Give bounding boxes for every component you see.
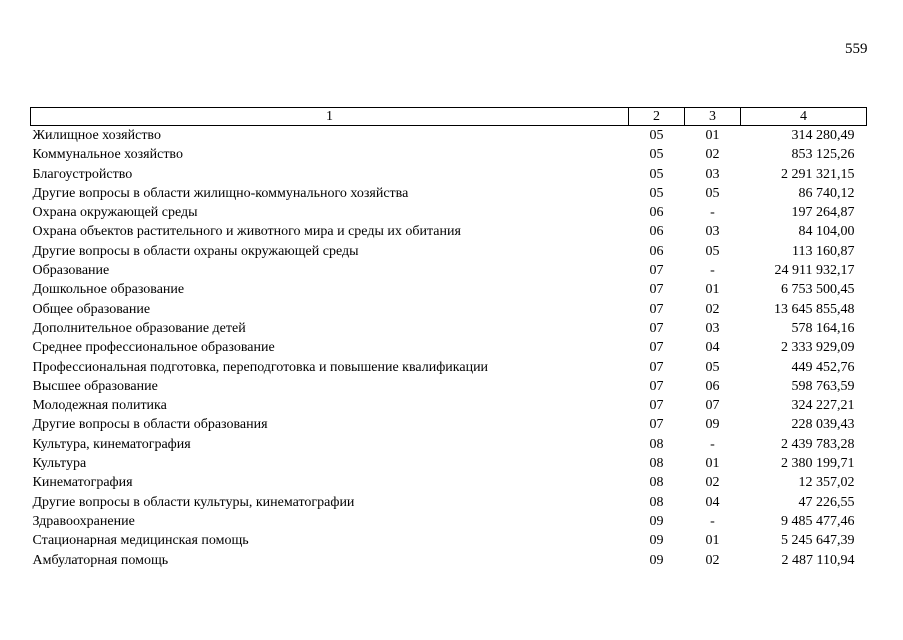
row-subsection: 01 — [705, 456, 720, 472]
row-amount: 24 911 932,17 — [774, 263, 855, 279]
table-row — [31, 377, 867, 396]
row-subsection: 05 — [705, 243, 720, 259]
row-section: 07 — [649, 398, 664, 414]
row-subsection: 03 — [705, 224, 720, 240]
row-subsection: 03 — [705, 320, 720, 336]
row-name: Коммунальное хозяйство — [32, 147, 183, 163]
row-amount: 598 763,59 — [791, 378, 855, 394]
header-col-3: 3 — [685, 108, 741, 126]
row-name: Высшее образование — [32, 378, 158, 394]
row-subsection: 09 — [705, 417, 720, 433]
row-subsection: 02 — [705, 552, 720, 568]
row-section: 09 — [649, 513, 664, 529]
row-subsection: - — [710, 513, 715, 529]
table-row — [31, 126, 867, 146]
table-row — [31, 396, 867, 415]
row-amount: 13 645 855,48 — [774, 301, 855, 317]
table-row — [31, 551, 867, 570]
row-amount: 2 380 199,71 — [781, 456, 855, 472]
row-name: Общее образование — [32, 301, 151, 317]
row-name: Охрана окружающей среды — [32, 205, 198, 221]
page-number: 559 — [845, 41, 868, 57]
row-name: Культура, кинематография — [32, 436, 191, 452]
row-section: 09 — [649, 552, 664, 568]
row-section: 07 — [649, 340, 664, 356]
row-subsection: 01 — [705, 282, 720, 298]
table-row — [31, 203, 867, 222]
row-amount: 86 740,12 — [798, 185, 855, 201]
row-name: Дополнительное образование детей — [32, 320, 246, 336]
row-name: Другие вопросы в области жилищно-коммунального хозяйства — [32, 185, 409, 201]
row-section: 07 — [649, 417, 664, 433]
row-amount: 228 039,43 — [791, 417, 855, 433]
row-subsection: 06 — [705, 378, 720, 394]
row-amount: 47 226,55 — [798, 494, 855, 510]
row-amount: 2 291 321,15 — [781, 166, 855, 182]
row-name: Молодежная политика — [32, 398, 167, 414]
row-name: Здравоохранение — [32, 513, 135, 529]
table-row — [31, 242, 867, 261]
row-section: 05 — [649, 147, 664, 163]
row-section: 07 — [649, 282, 664, 298]
row-subsection: 04 — [705, 494, 720, 510]
row-amount: 197 264,87 — [791, 205, 855, 221]
row-name: Амбулаторная помощь — [32, 552, 169, 568]
row-name: Стационарная медицинская помощь — [32, 533, 249, 549]
table-row — [31, 165, 867, 184]
table-row — [31, 319, 867, 338]
row-name: Кинематография — [32, 475, 133, 491]
header-col-2: 2 — [629, 108, 685, 126]
row-subsection: 05 — [705, 359, 720, 375]
row-amount: 5 245 647,39 — [781, 533, 855, 549]
table-row — [31, 493, 867, 512]
table-row — [31, 184, 867, 203]
row-amount: 324 227,21 — [791, 398, 855, 414]
row-amount: 2 439 783,28 — [781, 436, 855, 452]
row-section: 07 — [649, 378, 664, 394]
row-name: Другие вопросы в области культуры, кинематографии — [32, 494, 355, 510]
row-subsection: - — [710, 436, 715, 452]
row-section: 08 — [649, 456, 664, 472]
row-section: 06 — [649, 224, 664, 240]
row-name: Охрана объектов растительного и животного мира и среды их обитания — [32, 224, 461, 240]
table-row — [31, 300, 867, 319]
row-section: 07 — [649, 301, 664, 317]
table-header — [31, 108, 867, 126]
row-amount: 9 485 477,46 — [781, 513, 855, 529]
row-amount: 12 357,02 — [798, 475, 855, 491]
row-name: Другие вопросы в области образования — [32, 417, 268, 433]
row-section: 06 — [649, 243, 664, 259]
row-amount: 6 753 500,45 — [781, 282, 855, 298]
row-amount: 578 164,16 — [791, 320, 855, 336]
row-amount: 84 104,00 — [798, 224, 855, 240]
row-name: Дошкольное образование — [32, 282, 185, 298]
table-row — [31, 415, 867, 434]
row-subsection: 02 — [705, 475, 720, 491]
row-subsection: 01 — [705, 533, 720, 549]
row-section: 07 — [649, 320, 664, 336]
row-amount: 314 280,49 — [791, 128, 855, 143]
row-section: 05 — [649, 166, 664, 182]
row-name: Среднее профессиональное образование — [32, 340, 275, 356]
row-section: 08 — [649, 494, 664, 510]
table-body — [31, 126, 867, 570]
row-subsection: - — [710, 263, 715, 279]
table-row — [31, 261, 867, 280]
table-row — [31, 512, 867, 531]
row-subsection: - — [710, 205, 715, 221]
row-section: 08 — [649, 475, 664, 491]
budget-table-container — [30, 107, 866, 570]
header-col-1: 1 — [31, 108, 629, 126]
row-name: Профессиональная подготовка, переподготовка и повышение квалификации — [32, 359, 489, 375]
row-section: 07 — [649, 263, 664, 279]
row-amount: 853 125,26 — [791, 147, 855, 163]
table-row — [31, 338, 867, 357]
row-subsection: 03 — [705, 166, 720, 182]
row-name: Образование — [32, 263, 110, 279]
row-name: Благоустройство — [32, 166, 133, 182]
row-amount: 113 160,87 — [792, 243, 855, 259]
row-subsection: 02 — [705, 147, 720, 163]
row-name: Культура — [32, 456, 87, 472]
table-row — [31, 435, 867, 454]
header-col-4: 4 — [741, 108, 867, 126]
row-name: Другие вопросы в области охраны окружающей среды — [32, 243, 359, 259]
table-row — [31, 280, 867, 299]
table-row — [31, 454, 867, 473]
row-name: Жилищное хозяйство — [32, 128, 161, 143]
row-subsection: 01 — [705, 128, 720, 143]
row-section: 07 — [649, 359, 664, 375]
row-subsection: 07 — [705, 398, 720, 414]
table-row — [31, 145, 867, 164]
row-amount: 2 487 110,94 — [781, 552, 855, 568]
table-row — [31, 358, 867, 377]
row-subsection: 02 — [705, 301, 720, 317]
budget-table — [30, 107, 867, 570]
row-section: 09 — [649, 533, 664, 549]
row-amount: 2 333 929,09 — [781, 340, 855, 356]
row-section: 08 — [649, 436, 664, 452]
row-section: 06 — [649, 205, 664, 221]
table-row — [31, 222, 867, 241]
row-subsection: 05 — [705, 185, 720, 201]
row-section: 05 — [649, 185, 664, 201]
table-row — [31, 531, 867, 550]
row-subsection: 04 — [705, 340, 720, 356]
row-amount: 449 452,76 — [791, 359, 855, 375]
table-row — [31, 473, 867, 492]
row-section: 05 — [649, 128, 664, 143]
